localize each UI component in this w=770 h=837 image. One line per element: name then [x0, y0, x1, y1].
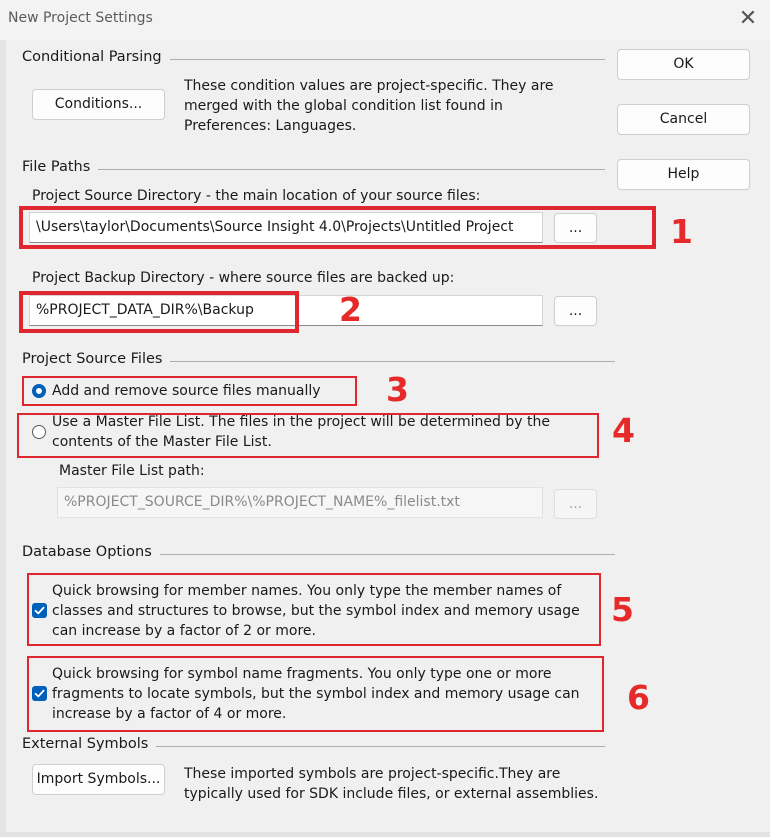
annotation-box-6 — [27, 656, 604, 732]
dialog-left-edge — [0, 40, 6, 837]
window-title: New Project Settings — [8, 10, 153, 26]
help-button[interactable]: Help — [617, 159, 750, 190]
source-directory-browse-button[interactable]: ... — [554, 213, 597, 243]
member-names-label[interactable]: Quick browsing for member names. You only type the member names of — [52, 583, 562, 599]
annotation-box-3 — [22, 376, 357, 406]
name-fragments-label[interactable]: increase by a factor of 4 or more. — [52, 706, 287, 722]
master-file-list-label[interactable]: Use a Master File List. The files in the project will be determined by the — [52, 414, 550, 430]
close-icon[interactable]: ✕ — [738, 6, 758, 31]
annotation-number-1: 1 — [670, 212, 693, 251]
manual-files-label[interactable]: Add and remove source files manually — [52, 383, 321, 399]
file-paths-section — [22, 159, 605, 179]
section-divider — [22, 169, 605, 170]
external-symbols-description-line: These imported symbols are project-specific.They are — [184, 766, 561, 782]
annotation-number-2: 2 — [339, 290, 362, 329]
source-directory-label: Project Source Directory - the main location of your source files: — [32, 188, 481, 204]
cancel-button[interactable]: Cancel — [617, 104, 750, 135]
master-file-list-label[interactable]: contents of the Master File List. — [52, 434, 272, 450]
dialog-bottom-edge — [0, 832, 770, 837]
conditional-parsing-section — [22, 49, 605, 69]
backup-directory-browse-button[interactable]: ... — [554, 296, 597, 326]
source-directory-input[interactable]: \Users\taylor\Documents\Source Insight 4.0\Projects\Untitled Project — [29, 212, 543, 243]
annotation-box-5 — [27, 573, 601, 646]
database-options-section — [22, 544, 615, 564]
section-heading: File Paths — [22, 159, 98, 175]
master-list-path-label: Master File List path: — [59, 463, 205, 479]
annotation-number-4: 4 — [612, 411, 635, 450]
annotation-box-2 — [19, 291, 299, 333]
annotation-number-5: 5 — [611, 590, 634, 629]
external-symbols-section — [22, 736, 605, 756]
external-symbols-description-line: typically used for SDK include files, or external assemblies. — [184, 786, 599, 802]
backup-directory-label: Project Backup Directory - where source files are backed up: — [32, 270, 455, 286]
ok-button[interactable]: OK — [617, 49, 750, 80]
project-source-files-section — [22, 351, 615, 371]
section-heading: Database Options — [22, 544, 160, 560]
backup-directory-input[interactable]: %PROJECT_DATA_DIR%\Backup — [29, 295, 543, 326]
conditions-button[interactable]: Conditions... — [32, 89, 165, 120]
member-names-label[interactable]: classes and structures to browse, but the symbol index and memory usage — [52, 603, 580, 619]
name-fragments-label[interactable]: fragments to locate symbols, but the symbol index and memory usage can — [52, 686, 580, 702]
annotation-box-4 — [17, 413, 599, 458]
master-list-path-input: %PROJECT_SOURCE_DIR%\%PROJECT_NAME%_filelist.txt — [57, 487, 543, 518]
import-symbols-button[interactable]: Import Symbols... — [32, 764, 165, 795]
master-list-browse-button: ... — [554, 489, 597, 519]
annotation-number-3: 3 — [386, 370, 409, 409]
conditional-parsing-description-line: merged with the global condition list found in — [184, 98, 503, 114]
conditional-parsing-description-line: Preferences: Languages. — [184, 118, 357, 134]
section-heading: Conditional Parsing — [22, 49, 170, 65]
member-names-label[interactable]: can increase by a factor of 2 or more. — [52, 623, 316, 639]
section-heading: Project Source Files — [22, 351, 170, 367]
section-heading: External Symbols — [22, 736, 156, 752]
annotation-box-1 — [19, 206, 656, 249]
conditional-parsing-description-line: These condition values are project-specific. They are — [184, 78, 554, 94]
annotation-number-6: 6 — [627, 678, 650, 717]
name-fragments-label[interactable]: Quick browsing for symbol name fragments. You only type one or more — [52, 666, 552, 682]
